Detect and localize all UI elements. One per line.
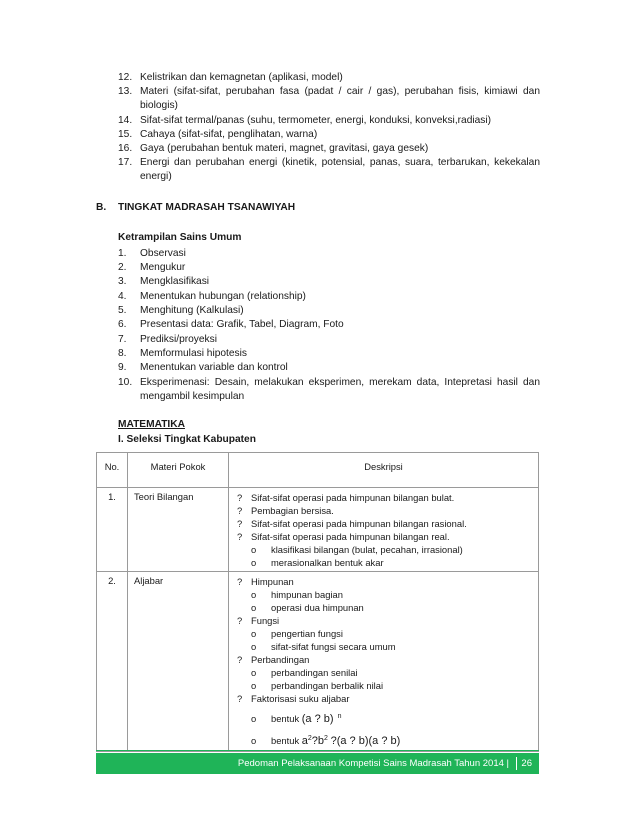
sub-item: o operasi dua himpunan <box>251 602 364 613</box>
bullet-item: ? Pembagian bersisa. <box>237 505 334 516</box>
bullet-icon: ? <box>237 654 243 665</box>
formula-item: o bentuk (a ? b) $^n$ <box>251 713 342 726</box>
footer-separator <box>516 757 517 770</box>
bullet-icon: ? <box>237 693 243 704</box>
row-no: 1. <box>97 488 128 572</box>
circle-bullet-icon: o <box>251 557 257 568</box>
header-materi: Materi Pokok <box>128 453 229 488</box>
table-row <box>97 488 539 572</box>
bullet-icon: ? <box>237 576 243 587</box>
circle-bullet-icon: o <box>251 667 257 678</box>
row-materi: Aljabar <box>128 572 229 752</box>
sub-item: o perbandingan berbalik nilai <box>251 680 384 691</box>
row-deskripsi <box>229 488 539 572</box>
bullet-item: ? Sifat-sifat operasi pada himpunan bilangan bulat. <box>237 492 455 503</box>
bullet-item: ? Perbandingan <box>237 654 310 665</box>
materi-table <box>96 452 539 752</box>
header-deskripsi: Deskripsi <box>229 453 539 488</box>
circle-bullet-icon: o <box>251 680 257 691</box>
bullet-icon: ? <box>237 531 243 542</box>
section-letter: B. <box>96 202 107 213</box>
section-title: TINGKAT MADRASAH TSANAWIYAH <box>118 202 296 213</box>
footer-text: Pedoman Pelaksanaan Kompetisi Sains Madrasah Tahun 2014 | <box>237 758 509 769</box>
circle-bullet-icon: o <box>251 628 257 639</box>
bullet-item: ? Faktorisasi suku aljabar <box>237 693 350 704</box>
sub-item: o merasionalkan bentuk akar <box>251 557 384 568</box>
page-number: 26 <box>521 758 532 769</box>
bullet-item: ? Sifat-sifat operasi pada himpunan bilangan real. <box>237 531 450 542</box>
circle-bullet-icon: o <box>251 641 257 652</box>
row-materi: Teori Bilangan <box>128 488 229 572</box>
sub-item: o pengertian fungsi <box>251 628 343 639</box>
bullet-icon: ? <box>237 505 243 516</box>
circle-bullet-icon: o <box>251 713 257 725</box>
sub-item: o sifat-sifat fungsi secara umum <box>251 641 396 652</box>
circle-bullet-icon: o <box>251 544 257 555</box>
bullet-item: ? Himpunan <box>237 576 294 587</box>
circle-bullet-icon: o <box>251 589 257 600</box>
circle-bullet-icon: o <box>251 602 257 613</box>
formula-item: o bentuk $a^2?b^2$ ?(a ? b)(a ? b) <box>251 735 401 748</box>
footer-divider <box>96 750 539 751</box>
sub-item: o perbandingan senilai <box>251 667 358 678</box>
footer <box>96 753 539 774</box>
math-subheading: I. Seleksi Tingkat Kabupaten <box>118 434 256 445</box>
table-header-row <box>97 453 539 488</box>
header-no: No. <box>97 453 128 488</box>
sub-item: o klasifikasi bilangan (bulat, pecahan, irrasional) <box>251 544 463 555</box>
row-no: 2. <box>97 572 128 752</box>
bullet-icon: ? <box>237 518 243 529</box>
bullet-item: ? Fungsi <box>237 615 280 626</box>
bullet-icon: ? <box>237 492 243 503</box>
circle-bullet-icon: o <box>251 735 257 747</box>
table-row <box>97 572 539 752</box>
math-heading: MATEMATIKA <box>118 419 185 430</box>
sub-item: o himpunan bagian <box>251 589 343 600</box>
row-deskripsi <box>229 572 539 752</box>
bullet-icon: ? <box>237 615 243 626</box>
bullet-item: ? Sifat-sifat operasi pada himpunan bilangan rasional. <box>237 518 467 529</box>
skills-subheading: Ketrampilan Sains Umum <box>118 232 242 243</box>
